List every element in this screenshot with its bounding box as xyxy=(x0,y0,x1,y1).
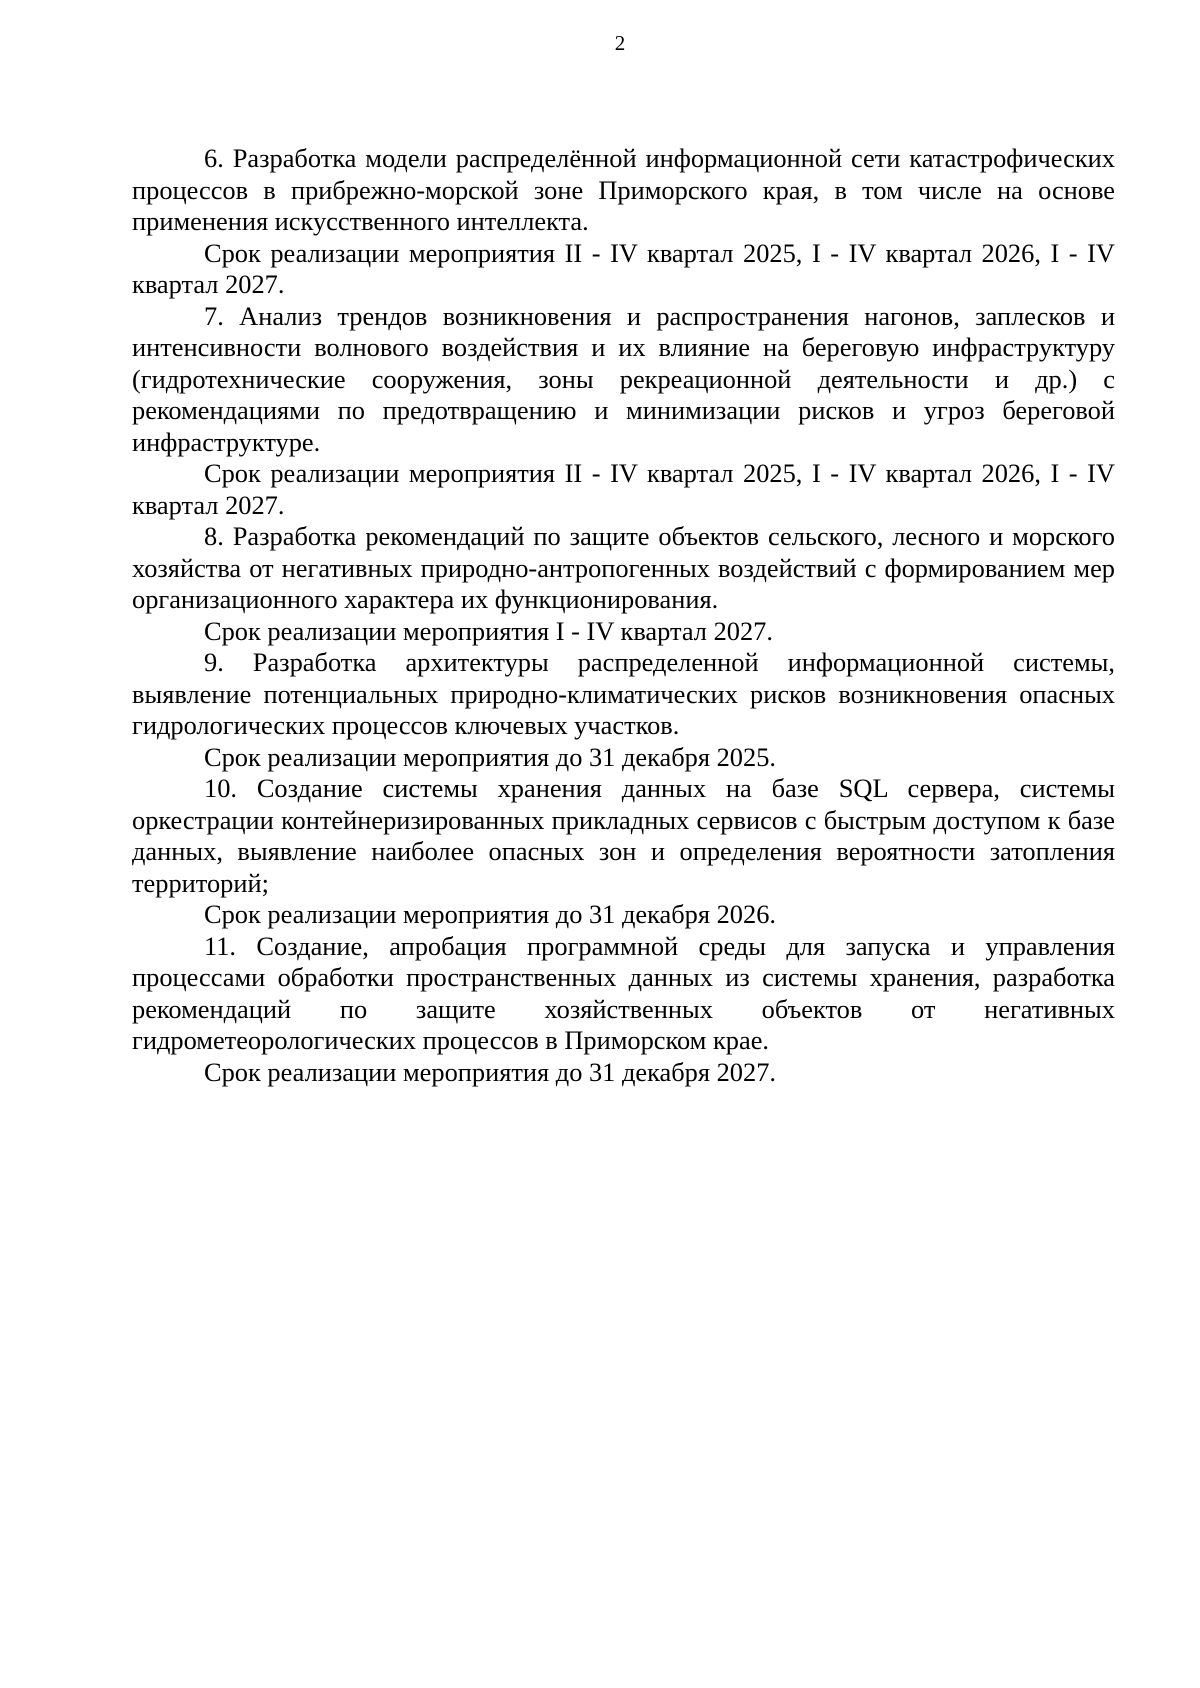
item-7-text: 7. Анализ трендов возникновения и распространения нагонов, заплесков и интенсивности волнового воздействия и их влияние на береговую инфраструктуру (гидротехнические сооружения, зоны рекреационной деятельности и др.) с рекомендациями по предотвращению и минимизации рисков и угроз береговой инфраструктуре. xyxy=(132,300,1115,457)
item-9-text: 9. Разработка архитектуры распределенной информационной системы, выявление потенциальных природно-климатических рисков возникновения опасных гидрологических процессов ключевых участков. xyxy=(132,647,1115,740)
item-10-text: 10. Создание системы хранения данных на базе SQL сервера, системы оркестрации контейнеризированных прикладных сервисов с быстрым доступом к базе данных, выявление наиболее опасных зон и определения вероятности затопления территорий; xyxy=(132,773,1115,898)
document-body xyxy=(132,143,1115,1088)
item-8-deadline: Срок реализации мероприятия I - IV квартал 2027. xyxy=(204,615,773,646)
item-7-deadline: Срок реализации мероприятия II - IV квартал 2025, I - IV квартал 2026, I - IV квартал 2027. xyxy=(132,458,1115,520)
item-6-deadline: Срок реализации мероприятия II - IV квартал 2025, I - IV квартал 2026, I - IV квартал 2027. xyxy=(132,237,1115,299)
item-6-text: 6. Разработка модели распределённой информационной сети катастрофических процессов в прибрежно-морской зоне Приморского края, в том числе на основе применения искусственного интеллекта. xyxy=(132,143,1115,236)
page-number: 2 xyxy=(614,31,626,55)
item-8-text: 8. Разработка рекомендаций по защите объектов сельского, лесного и морского хозяйства от негативных природно-антропогенных воздействий с формированием мер организационного характера их функционирования. xyxy=(132,521,1115,614)
item-11-text: 11. Создание, апробация программной среды для запуска и управления процессами обработки пространственных данных из системы хранения, разработка рекомендаций по защите хозяйственных объектов от негативных гидрометеорологических процессов в Приморском крае. xyxy=(132,930,1115,1055)
item-11-deadline: Срок реализации мероприятия до 31 декабря 2027. xyxy=(204,1056,776,1087)
item-10-deadline: Срок реализации мероприятия до 31 декабря 2026. xyxy=(204,899,776,929)
item-9-deadline: Срок реализации мероприятия до 31 декабря 2025. xyxy=(204,741,776,772)
